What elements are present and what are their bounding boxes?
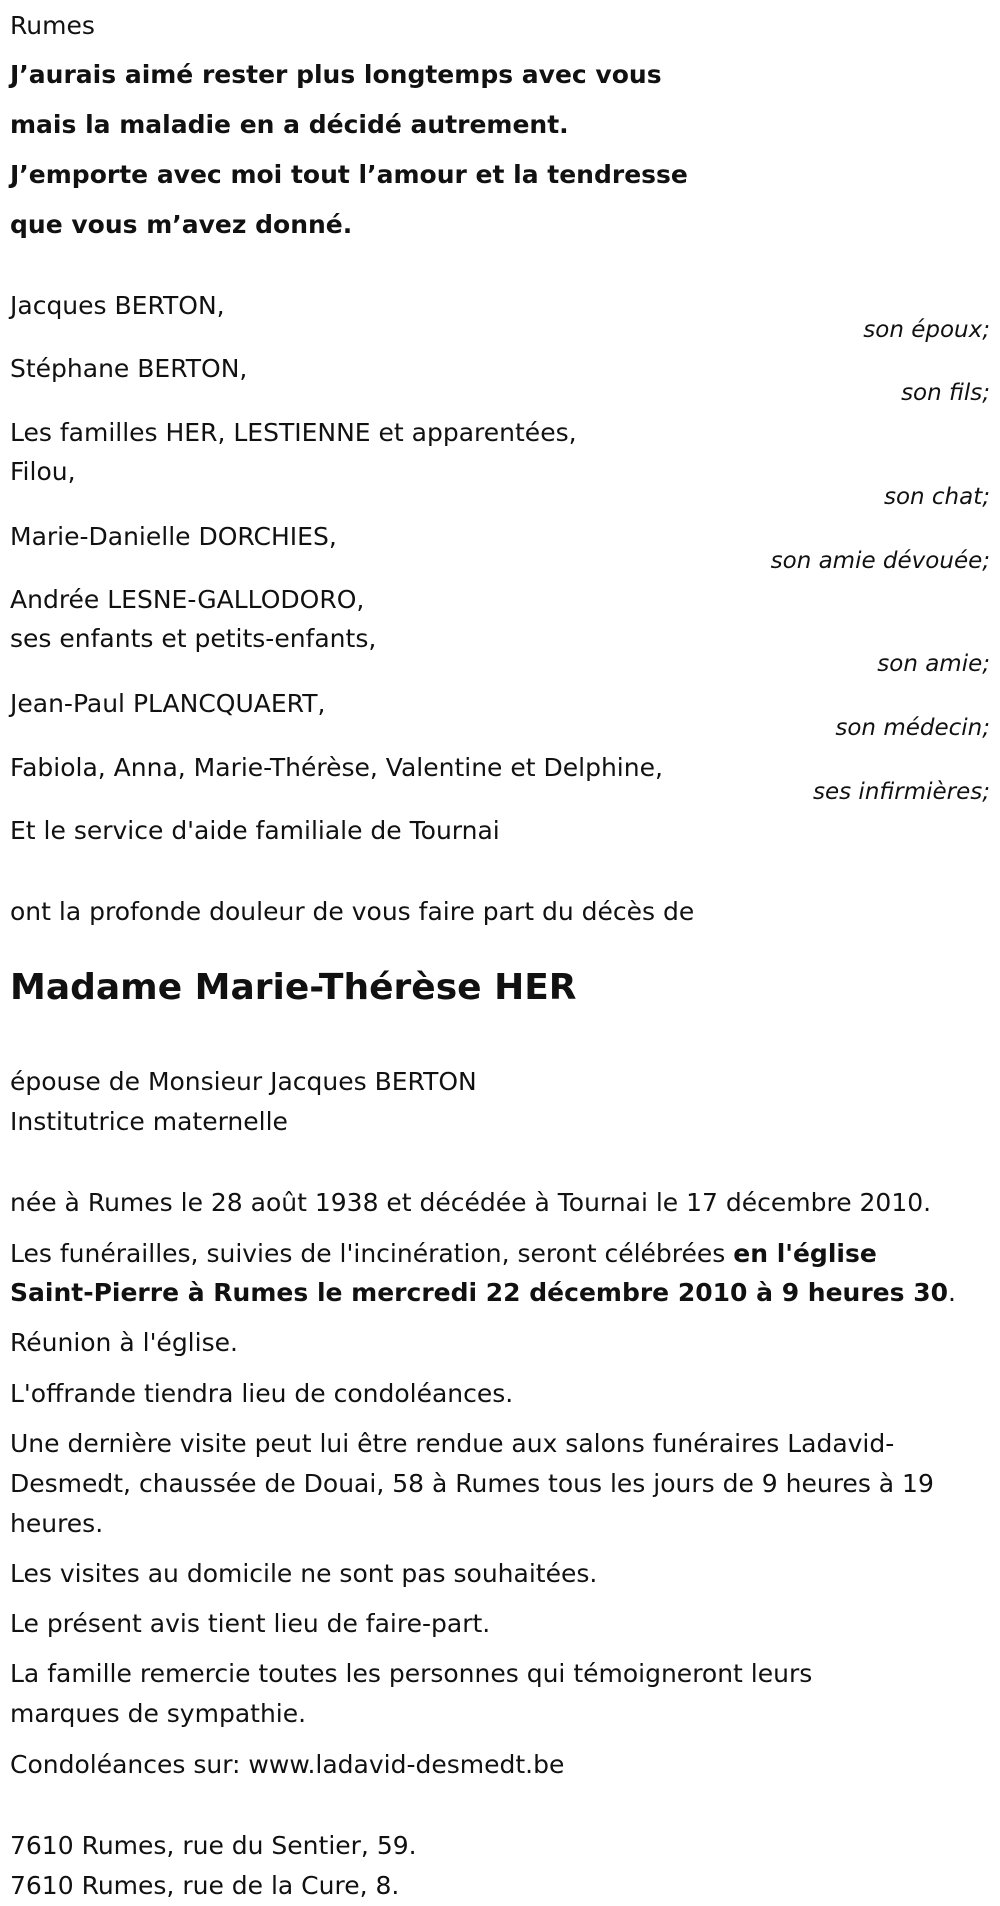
deceased-name: Madame Marie-Thérèse HER xyxy=(10,967,577,1008)
condolences-link: Condoléances sur: www.ladavid-desmedt.be xyxy=(10,1750,565,1779)
family-member-relation: son amie dévouée; xyxy=(770,548,990,574)
visit-note: Desmedt, chaussée de Douai, 58 à Rumes tous les jours de 9 heures à 19 xyxy=(10,1469,934,1498)
family-member-name: Andrée LESNE-GALLODORO, xyxy=(10,585,365,614)
family-member-relation: son médecin; xyxy=(835,715,990,741)
family-member-name: Les familles HER, LESTIENNE et apparentées, xyxy=(10,418,577,447)
home-visits-note: Les visites au domicile ne sont pas souhaitées. xyxy=(10,1559,598,1588)
family-member-name: Stéphane BERTON, xyxy=(10,354,248,383)
family-member-name: Fabiola, Anna, Marie-Thérèse, Valentine et Delphine, xyxy=(10,753,663,782)
funeral-line xyxy=(10,1273,956,1313)
reunion-note: Réunion à l'église. xyxy=(10,1328,238,1357)
announcement-text: ont la profonde douleur de vous faire part du décès de xyxy=(10,897,695,926)
family-member-name: Et le service d'aide familiale de Tournai xyxy=(10,816,500,845)
family-member-name: Filou, xyxy=(10,457,76,486)
family-member-name: Jacques BERTON, xyxy=(10,291,225,320)
family-member-name: ses enfants et petits-enfants, xyxy=(10,624,377,653)
visit-note: Une dernière visite peut lui être rendue aux salons funéraires Ladavid- xyxy=(10,1429,895,1458)
funeral-date: Saint-Pierre à Rumes le mercredi 22 décembre 2010 à 9 heures 30 xyxy=(10,1278,949,1307)
birth-death-line: née à Rumes le 28 août 1938 et décédée à Tournai le 17 décembre 2010. xyxy=(10,1188,932,1217)
profession-line: Institutrice maternelle xyxy=(10,1107,288,1136)
family-member-relation: ses infirmières; xyxy=(813,779,990,805)
offrande-note: L'offrande tiendra lieu de condoléances. xyxy=(10,1379,514,1408)
poem-line: J’emporte avec moi tout l’amour et la tendresse xyxy=(10,160,688,189)
faire-part-note: Le présent avis tient lieu de faire-part. xyxy=(10,1609,491,1638)
family-member-relation: son fils; xyxy=(901,380,990,406)
funeral-text: Les funérailles, suivies de l'incinération, seront célébrées xyxy=(10,1239,734,1268)
poem-line: J’aurais aimé rester plus longtemps avec vous xyxy=(10,60,662,89)
thanks-note: La famille remercie toutes les personnes qui témoigneront leurs xyxy=(10,1659,813,1688)
address-line: 7610 Rumes, rue de la Cure, 8. xyxy=(10,1871,400,1900)
poem-line: que vous m’avez donné. xyxy=(10,210,353,239)
address-line: 7610 Rumes, rue du Sentier, 59. xyxy=(10,1831,417,1860)
funeral-period: . xyxy=(948,1278,956,1307)
family-member-relation: son époux; xyxy=(863,317,990,343)
poem-line: mais la maladie en a décidé autrement. xyxy=(10,110,569,139)
family-member-relation: son chat; xyxy=(883,484,990,510)
family-member-name: Jean-Paul PLANCQUAERT, xyxy=(10,689,326,718)
funeral-place: en l'église xyxy=(733,1239,877,1268)
funeral-line xyxy=(10,1234,877,1274)
family-member-name: Marie-Danielle DORCHIES, xyxy=(10,522,337,551)
thanks-note: marques de sympathie. xyxy=(10,1699,307,1728)
family-member-relation: son amie; xyxy=(877,651,990,677)
spouse-line: épouse de Monsieur Jacques BERTON xyxy=(10,1067,477,1096)
visit-note: heures. xyxy=(10,1509,104,1538)
town-name: Rumes xyxy=(10,11,95,40)
